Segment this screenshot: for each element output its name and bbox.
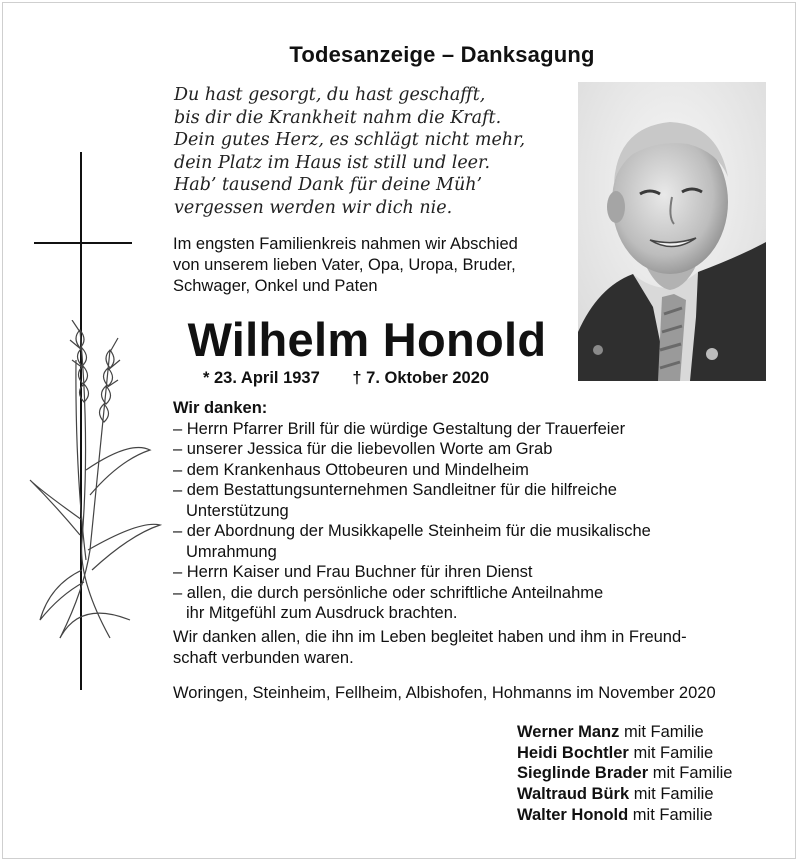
poem-line: vergessen werden wir dich nie. — [174, 197, 453, 218]
signer-suffix: mit Familie — [648, 764, 733, 783]
place-date: Woringen, Steinheim, Fellheim, Albishofen, Hohmanns im November 2020 — [173, 684, 716, 702]
thanks-title: Wir danken: — [173, 399, 268, 417]
closing-line: schaft verbunden waren. — [173, 649, 354, 667]
wheat-icon — [20, 320, 170, 640]
death-date: † 7. Oktober 2020 — [352, 369, 490, 387]
intro-line: Schwager, Onkel und Paten — [173, 277, 378, 295]
closing-text — [173, 627, 773, 669]
intro-line: von unserem lieben Vater, Opa, Uropa, Bruder, — [173, 256, 516, 274]
signer — [517, 784, 787, 805]
poem-line: Dein gutes Herz, es schlägt nicht mehr, — [174, 130, 526, 150]
thanks-item: – dem Krankenhaus Ottobeuren und Mindelheim — [173, 460, 529, 479]
closing-line: Wir danken allen, die ihn im Leben begleitet haben und ihm in Freund- — [173, 628, 687, 646]
life-dates — [203, 369, 489, 388]
poem-line: bis dir die Krankheit nahm die Kraft. — [174, 107, 502, 128]
intro-line: Im engsten Familienkreis nahmen wir Abschied — [173, 235, 518, 253]
thanks-section — [173, 398, 773, 624]
signer — [517, 743, 787, 764]
thanks-item: – Herrn Kaiser und Frau Buchner für ihren Dienst — [173, 563, 533, 581]
birth-date: * 23. April 1937 — [203, 369, 320, 387]
signer-suffix: mit Familie — [628, 743, 714, 762]
thanks-item-continued: Umrahmung — [186, 542, 277, 561]
signer — [517, 763, 787, 784]
intro-text — [173, 234, 573, 297]
signer-name: Heidi Bochtler — [517, 743, 629, 762]
signer-name: Walter Honold — [517, 805, 629, 824]
deceased-name: Wilhelm Honold — [187, 313, 547, 366]
thanks-item: – allen, die durch persönliche oder schriftliche Anteilnahme — [173, 583, 604, 602]
thanks-item-continued: ihr Mitgefühl zum Ausdruck brachten. — [186, 604, 458, 622]
thanks-item-continued: Unterstützung — [186, 501, 289, 520]
cross-icon-bar — [34, 242, 132, 244]
poem-line: Hab’ tausend Dank für deine Müh’ — [174, 175, 483, 195]
heading: Todesanzeige – Danksagung — [289, 42, 595, 67]
signer-suffix: mit Familie — [629, 785, 714, 804]
thanks-item: – der Abordnung der Musikkapelle Steinheim für die musikalische — [173, 522, 651, 540]
signer-name: Waltraud Bürk — [517, 785, 630, 804]
poem-line: Du hast gesorgt, du hast geschafft, — [174, 85, 486, 105]
poem-line: dein Platz im Haus ist still und leer. — [174, 152, 491, 173]
portrait-photo — [578, 82, 766, 381]
signer-name: Sieglinde Brader — [517, 764, 649, 783]
signer-name: Werner Manz — [517, 723, 620, 741]
thanks-item: – Herrn Pfarrer Brill für die würdige Gestaltung der Trauerfeier — [173, 419, 626, 438]
signer-suffix: mit Familie — [628, 805, 713, 824]
thanks-item: – unserer Jessica für die liebevollen Worte am Grab — [173, 440, 553, 458]
poem — [174, 84, 574, 219]
signer-suffix: mit Familie — [619, 723, 704, 741]
signers-list — [517, 722, 787, 826]
signer — [517, 805, 787, 826]
thanks-item: – dem Bestattungsunternehmen Sandleitner für die hilfreiche — [173, 481, 617, 499]
signer — [517, 722, 787, 743]
